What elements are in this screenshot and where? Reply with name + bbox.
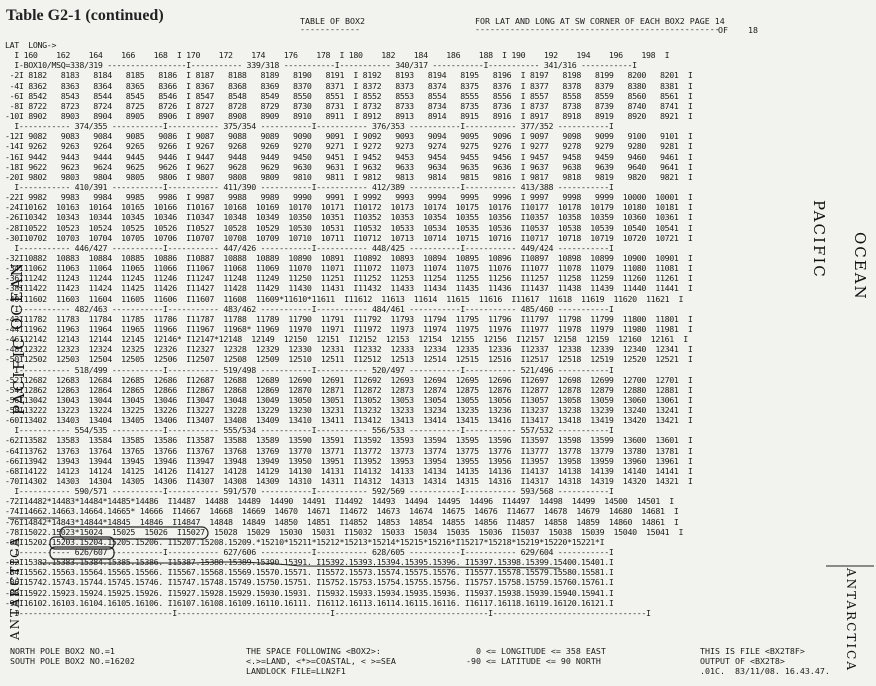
- table-line: -72I14482*14483*14484*14485*14486 I14487 14488 14489 14490 14491 I14492 14493 14494 14495 14496 I14497 14498 14499 14500 14501 I: [5, 496, 674, 507]
- table-line: -22I 9982 9983 9984 9985 9986 I 9987 9988 9989 9990 9991 I 9992 9993 9994 9995 9996 I 9997 9998 9999 10000 10001 I: [5, 192, 693, 203]
- table-line: -30I10702 10703 10704 10705 10706 I10707 10708 10709 10710 10711 I10712 10713 10714 10715 10716 I10717 10718 10719 10720 10721 I: [5, 232, 693, 243]
- table-line: I----------- 374/355 -----------I----------- 375/354 -----------I----------- 376/353 -----------I----------- 377/352 -----------I: [5, 121, 614, 132]
- table-line: -12I 9082 9083 9084 9085 9086 I 9087 9088 9089 9090 9091 I 9092 9093 9094 9095 9096 I 9097 9098 9099 9100 9101 I: [5, 131, 693, 142]
- table-line: -80I15202.15203.15204.15205.15206. I15207.15208.15209.*15210*15211*15212*15213*15214*15215*15216*I15217*15218*15219*15220*15221*I: [5, 536, 605, 547]
- page-header-underline: -------------------------------------------------: [475, 24, 720, 34]
- table-line: I----------- 482/463 -----------I----------- 483/462 -----------I----------- 484/461 -----------I----------- 485/460 -----------I: [5, 303, 614, 314]
- output-of-note: OUTPUT OF <BX2T8>: [700, 656, 785, 666]
- handwritten-ocean-right: OCEAN: [851, 232, 869, 301]
- table-line: -62I13582 13583 13584 13585 13586 I13587 13588 13589 13590 13591 I13592 13593 13594 13595 13596 I13597 13598 13599 13600 13601 I: [5, 435, 693, 446]
- table-line: -14I 9262 9263 9264 9265 9266 I 9267 9268 9269 9270 9271 I 9272 9273 9274 9275 9276 I 9277 9278 9279 9280 9281 I: [5, 141, 693, 152]
- table-line: -60I13402 13403 13404 13405 13406 I13407 13408 13409 13410 13411 I13412 13413 13414 13415 13416 I13417 13418 13419 13420 13421 I: [5, 415, 693, 426]
- table-line: -38I11422 11423 11424 11425 11426 I11427 11428 11429 11430 11431 I11432 11433 11434 11435 11436 I11437 11438 11439 11440 11441 I: [5, 283, 693, 294]
- table-line: -20I 9802 9803 9804 9805 9806 I 9807 9808 9809 9810 9811 I 9812 9813 9814 9815 9816 I 9817 9818 9819 9820 9821 I: [5, 171, 693, 182]
- table-line: -64I13762 13763 13764 13765 13766 I13767 13768 13769 13770 13771 I13772 13773 13774 13775 13776 I13777 13778 13779 13780 13781 I: [5, 445, 693, 456]
- table-line: I---------------------------------I---------------------------------I---------------------------------I---------------------------------I: [5, 607, 651, 618]
- table-line: I-BOX10/MSQ=338/319 -----------------I----------- 339/318 -----------I----------- 340/317 -----------I----------- 341/316 -----------I: [5, 60, 637, 71]
- table-line: -78I15022.15023*15024 15025 15026 I15027 15028 15029 15030 15031 I15032 15033 15034 15035 15036 I15037 15038 15039 15040 15041 I: [5, 526, 684, 537]
- table-line: -88I15922.15923.15924.15925.15926. I15927.15928.15929.15930.15931. I15932.15933.15934.15935.15936. I15937.15938.15939.15940.15941.I: [5, 587, 614, 598]
- table-line: -66I13942 13943 13944 13945 13946 I13947 13948 13949 13950 13951 I13952 13953 13954 13955 13956 I13957 13958 13959 13960 13961 I: [5, 455, 693, 466]
- table-line: -90I16102.16103.16104.16105.16106. I16107.16108.16109.16110.16111. I16112.16113.16114.16115.16116. I16117.16118.16119.16120.16121.I: [5, 597, 614, 608]
- file-name-note: THIS IS FILE <BX2T8F>: [700, 646, 805, 656]
- box2-table: [5, 40, 871, 618]
- table-line: -48I12322 12323 12324 12325 12326 I12327 12328 12329 12330 12331 I12332 12333 12334 12335 12336 I12337 12338 12339 12340 12341 I: [5, 344, 693, 355]
- table-line: -28I10522 10523 10524 10525 10526 I10527 10528 10529 10530 10531 I10532 10533 10534 10535 10536 I10537 10538 10539 10540 10541 I: [5, 222, 693, 233]
- table-line: -76I14842*14843*14844*14845 14846 I14847 14848 14849 14850 14851 I14852 14853 14854 14855 14856 I14857 14858 14859 14860 14861 I: [5, 516, 679, 527]
- table-title: TABLE OF BOX2: [300, 16, 365, 26]
- handwritten-ocean-left: OCEAN: [8, 261, 26, 330]
- table-line: -82I15382.15383.15384.15385.15386. I15387.15388.15389.15390.15391. I15392.15393.15394.15395.15396. I15397.15398.15399.15400.15401.I: [5, 557, 614, 568]
- table-line: -56I13042 13043 13044 13045 13046 I13047 13048 13049 13050 13051 I13052 13053 13054 13055 13056 I13057 13058 13059 13060 13061 I: [5, 394, 693, 405]
- table-line: -4I 8362 8363 8364 8365 8366 I 8367 8368 8369 8370 8371 I 8372 8373 8374 8375 8376 I 8377 8378 8379 8380 8381 I: [5, 80, 693, 91]
- table-line: -54I12862 12863 12864 12865 12866 I12867 12868 12869 12870 12871 I12872 12873 12874 12875 12876 I12877 12878 12879 12880 12881 I: [5, 384, 693, 395]
- table-line: -86I15742.15743.15744.15745.15746. I15747.15748.15749.15750.15751. I15752.15753.15754.15755.15756. I15757.15758.15759.15760.15761.I: [5, 577, 614, 588]
- north-pole-note: NORTH POLE BOX2 NO.=1: [10, 646, 115, 656]
- handwritten-pacific-right: PACIFIC: [810, 200, 828, 279]
- table-line: -42I11782 11783 11784 11785 11786 I11787 11788 11789 11790 11791 I11792 11793 11794 11795 11796 I11797 11798 11799 11800 11801 I: [5, 313, 693, 324]
- table-line: I----------- 518/499 -----------I----------- 519/498 -----------I----------- 520/497 -----------I----------- 521/496 -----------I: [5, 364, 614, 375]
- latitude-range: -90 <= LATITUDE <= 90 NORTH: [466, 656, 601, 666]
- table-line: I----------- 590/571 -----------I----------- 591/570 -----------I----------- 592/569 -----------I----------- 593/568 -----------I: [5, 486, 614, 497]
- table-caption: Table G2-1 (continued): [6, 7, 164, 24]
- space-following-note: THE SPACE FOLLOWING <BOX2>:: [246, 646, 381, 656]
- table-line: -68I14122 14123 14124 14125 14126 I14127 14128 14129 14130 14131 I14132 14133 14134 14135 14136 I14137 14138 14139 14140 14141 I: [5, 465, 693, 476]
- table-line: -84I15562.15563.15564.15565.15566. I15567.15568.15569.15570.15571. I15572.15573.15574.15575.15576. I15577.15578.15579.15580.15581.I: [5, 567, 614, 578]
- table-line: -52I12682 12683 12684 12685 12686 I12687 12688 12689 12690 12691 I12692 12693 12694 12695 12696 I12697 12698 12699 12700 12701 I: [5, 374, 693, 385]
- page-count: OF 18: [718, 25, 758, 35]
- table-line: LAT LONG->: [5, 40, 57, 50]
- table-line: -16I 9442 9443 9444 9445 9446 I 9447 9448 9449 9450 9451 I 9452 9453 9454 9455 9456 I 9457 9458 9459 9460 9461 I: [5, 151, 693, 162]
- table-line: I 160 162 164 166 168 I 170 172 174 176 178 I 180 182 184 186 188 I 190 192 194 196 198 I: [5, 50, 670, 61]
- symbol-legend: <.>=LAND, <*>=COASTAL, < >=SEA: [246, 656, 396, 666]
- table-line: -8I 8722 8723 8724 8725 8726 I 8727 8728 8729 8730 8731 I 8732 8733 8734 8735 8736 I 8737 8738 8739 8740 8741 I: [5, 100, 693, 111]
- table-line: -32I10882 10883 10884 10885 10886 I10887 10888 10889 10890 10891 I10892 10893 10894 10895 10896 I10897 10898 10899 10900 10901 I: [5, 252, 693, 263]
- handwritten-antarctica-right: ANTARCTICA: [844, 568, 858, 672]
- table-line: -18I 9622 9623 9624 9625 9626 I 9627 9628 9629 9630 9631 I 9632 9633 9634 9635 9636 I 9637 9638 9639 9640 9641 I: [5, 161, 693, 172]
- south-pole-note: SOUTH POLE BOX2 NO.=16202: [10, 656, 135, 666]
- table-title-underline: ------------: [300, 24, 360, 34]
- table-line: -26I10342 10343 10344 10345 10346 I10347 10348 10349 10350 10351 I10352 10353 10354 10355 10356 I10357 10358 10359 10360 10361 I: [5, 212, 693, 223]
- table-line: -10I 8902 8903 8904 8905 8906 I 8907 8908 8909 8910 8911 I 8912 8913 8914 8915 8916 I 8917 8918 8919 8920 8921 I: [5, 110, 693, 121]
- table-line: -34I11062 11063 11064 11065 11066 I11067 11068 11069 11070 11071 I11072 11073 11074 11075 11076 I11077 11078 11079 11080 11081 I: [5, 263, 693, 274]
- table-line: -44I11962 11963 11964 11965 11966 I11967 11968* 11969 11970 11971 I11972 11973 11974 11975 11976 I11977 11978 11979 11980 11981 I: [5, 323, 693, 334]
- table-line: -50I12502 12503 12504 12505 12506 I12507 12508 12509 12510 12511 I12512 12513 12514 12515 12516 I12517 12518 12519 12520 12521 I: [5, 354, 693, 365]
- table-line: -24I10162 10163 10164 10165 10166 I10167 10168 10169 10170 10171 I10172 10173 10174 10175 10176 I10177 10178 10179 10180 10181 I: [5, 202, 693, 213]
- table-line: I----------- 626/607 -----------I----------- 627/606 -----------I----------- 628/605 -----------I----------- 629/604 -----------I: [5, 547, 614, 558]
- table-line: -58I13222 13223 13224 13225 13226 I13227 13228 13229 13230 13231 I13232 13233 13234 13235 13236 I13237 13238 13239 13240 13241 I: [5, 405, 693, 416]
- table-line: -40I11602 11603 11604 11605 11606 I11607 11608 11609*11610*11611 I11612 11613 11614 11615 11616 I11617 11618 11619 11620 11621 I: [5, 293, 684, 304]
- run-info: .01C. 83/11/08. 16.43.47.: [700, 666, 830, 676]
- table-line: -70I14302 14303 14304 14305 14306 I14307 14308 14309 14310 14311 I14312 14313 14314 14315 14316 I14317 14318 14319 14320 14321 I: [5, 476, 693, 487]
- landlock-file: LANDLOCK FILE=LLN2F1: [246, 666, 346, 676]
- table-line: I----------- 410/391 -----------I----------- 411/390 -----------I----------- 412/389 -----------I----------- 413/388 -----------I: [5, 181, 614, 192]
- table-line: -46I12142 12143 12144 12145 12146* I12147*12148 12149 12150 12151 I12152 12153 12154 12155 12156 I12157 12158 12159 12160 12161 I: [5, 334, 688, 345]
- handwritten-antarctica-left: ANTARCTICA: [8, 536, 22, 640]
- table-line: I----------- 446/427 -----------I----------- 447/426 -----------I----------- 448/425 -----------I----------- 449/424 -----------I: [5, 242, 614, 253]
- table-line: -74I14662.14663.14664.14665* 14666 I14667 14668 14669 14670 14671 I14672 14673 14674 14675 14676 I14677 14678 14679 14680 14681 I: [5, 506, 679, 517]
- table-line: I----------- 554/535 -----------I----------- 555/534 -----------I----------- 556/533 -----------I----------- 557/532 -----------I: [5, 425, 614, 436]
- table-line: -6I 8542 8543 8544 8545 8546 I 8547 8548 8549 8550 8551 I 8552 8553 8554 8555 8556 I 8557 8558 8559 8560 8561 I: [5, 90, 693, 101]
- table-line: -2I 8182 8183 8184 8185 8186 I 8187 8188 8189 8190 8191 I 8192 8193 8194 8195 8196 I 8197 8198 8199 8200 8201 I: [5, 70, 693, 81]
- page-header: FOR LAT AND LONG AT SW CORNER OF EACH BOX2 PAGE 14: [475, 16, 725, 26]
- table-line: -36I11242 11243 11244 11245 11246 I11247 11248 11249 11250 11251 I11252 11253 11254 11255 11256 I11257 11258 11259 11260 11261 I: [5, 273, 693, 284]
- longitude-range: 0 <= LONGITUDE <= 358 EAST: [476, 646, 606, 656]
- handwritten-pacific-left: PACIFIC: [10, 336, 28, 415]
